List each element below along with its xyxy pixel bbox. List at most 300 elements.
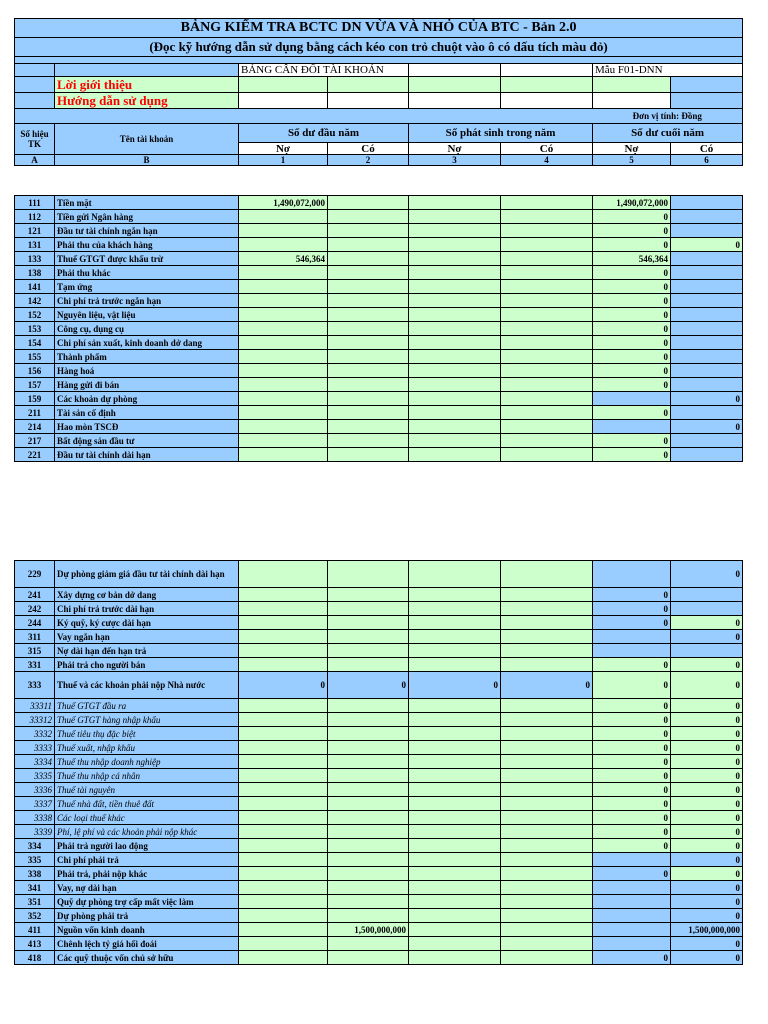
- value-cell-4[interactable]: [501, 713, 593, 727]
- value-cell-5: 0: [593, 224, 671, 238]
- value-cell-2[interactable]: [328, 741, 409, 755]
- account-code: 315: [15, 644, 55, 658]
- value-cell-3[interactable]: [409, 434, 501, 448]
- value-cell-6: 0: [671, 630, 743, 644]
- account-name: Thuế GTGT được khấu trừ: [55, 252, 239, 266]
- balance-table-part1: [14, 195, 743, 462]
- value-cell-6: 0: [671, 867, 743, 881]
- value-cell-1[interactable]: [239, 923, 328, 937]
- value-cell-4[interactable]: [501, 224, 593, 238]
- value-cell-5: 0: [593, 602, 671, 616]
- value-cell-4[interactable]: [501, 434, 593, 448]
- value-cell-3[interactable]: [409, 741, 501, 755]
- table-row: [15, 364, 743, 378]
- value-cell-3[interactable]: [409, 336, 501, 350]
- value-cell-1[interactable]: [239, 406, 328, 420]
- table-row: [15, 210, 743, 224]
- value-cell-1[interactable]: [239, 951, 328, 965]
- value-cell-2[interactable]: [328, 727, 409, 741]
- value-cell-3[interactable]: [409, 937, 501, 951]
- col-index-cell: 5: [593, 155, 671, 166]
- account-code: 33312: [15, 713, 55, 727]
- value-cell-1[interactable]: [239, 336, 328, 350]
- account-code: 138: [15, 266, 55, 280]
- account-code: 333: [15, 672, 55, 699]
- value-cell-3[interactable]: [409, 713, 501, 727]
- value-cell-3[interactable]: [409, 588, 501, 602]
- account-code: 133: [15, 252, 55, 266]
- value-cell-1[interactable]: [239, 769, 328, 783]
- value-cell-4[interactable]: [501, 294, 593, 308]
- value-cell-1[interactable]: [239, 797, 328, 811]
- table-row: [15, 280, 743, 294]
- value-cell-2[interactable]: [328, 602, 409, 616]
- value-cell-1[interactable]: [239, 420, 328, 434]
- value-cell-5: 0: [593, 406, 671, 420]
- account-name: Phải thu của khách hàng: [55, 238, 239, 252]
- account-code: 141: [15, 280, 55, 294]
- value-cell-4[interactable]: [501, 909, 593, 923]
- value-cell-4[interactable]: [501, 406, 593, 420]
- value-cell-4[interactable]: [501, 210, 593, 224]
- value-cell-1[interactable]: [239, 895, 328, 909]
- value-cell-6: 0: [671, 909, 743, 923]
- value-cell-6: 0: [671, 727, 743, 741]
- value-cell-2[interactable]: [328, 713, 409, 727]
- account-code: 3338: [15, 811, 55, 825]
- col-index-cell: A: [15, 155, 55, 166]
- table-row: [15, 951, 743, 965]
- value-cell-1[interactable]: [239, 658, 328, 672]
- value-cell-2[interactable]: [328, 839, 409, 853]
- account-name: Chi phí trả trước dài hạn: [55, 602, 239, 616]
- value-cell-5: 0: [593, 280, 671, 294]
- value-cell-2[interactable]: [328, 811, 409, 825]
- value-cell-2[interactable]: 0: [328, 672, 409, 699]
- value-cell-6: [671, 294, 743, 308]
- value-cell-6: [671, 602, 743, 616]
- value-cell-1[interactable]: [239, 811, 328, 825]
- account-code: 341: [15, 881, 55, 895]
- value-cell-3[interactable]: [409, 769, 501, 783]
- value-cell-4[interactable]: [501, 895, 593, 909]
- value-cell-2[interactable]: [328, 769, 409, 783]
- value-cell-4[interactable]: [501, 350, 593, 364]
- value-cell-6: 0: [671, 392, 743, 406]
- value-cell-5: 0: [593, 755, 671, 769]
- value-cell-6: [671, 280, 743, 294]
- value-cell-2[interactable]: [328, 616, 409, 630]
- value-cell-1[interactable]: [239, 644, 328, 658]
- value-cell-1[interactable]: 546,364: [239, 252, 328, 266]
- value-cell-5: 0: [593, 713, 671, 727]
- value-cell-3[interactable]: [409, 923, 501, 937]
- value-cell-3[interactable]: [409, 797, 501, 811]
- table-row: [15, 196, 743, 210]
- value-cell-2[interactable]: [328, 448, 409, 462]
- value-cell-2[interactable]: [328, 336, 409, 350]
- table-row: [15, 825, 743, 839]
- value-cell-3[interactable]: [409, 378, 501, 392]
- value-cell-4[interactable]: [501, 252, 593, 266]
- value-cell-5: 0: [593, 238, 671, 252]
- value-cell-5: 0: [593, 434, 671, 448]
- value-cell-6: 0: [671, 797, 743, 811]
- value-cell-4[interactable]: [501, 644, 593, 658]
- account-name: Xây dựng cơ bản dở dang: [55, 588, 239, 602]
- account-name: Tạm ứng: [55, 280, 239, 294]
- value-cell-3[interactable]: [409, 783, 501, 797]
- account-code: 3339: [15, 825, 55, 839]
- value-cell-4[interactable]: [501, 853, 593, 867]
- value-cell-2[interactable]: [328, 825, 409, 839]
- value-cell-2[interactable]: [328, 644, 409, 658]
- value-cell-2[interactable]: [328, 322, 409, 336]
- table-row: [15, 588, 743, 602]
- value-cell-3[interactable]: [409, 294, 501, 308]
- value-cell-6: 0: [671, 238, 743, 252]
- value-cell-4[interactable]: [501, 727, 593, 741]
- value-cell-3[interactable]: [409, 322, 501, 336]
- value-cell-3[interactable]: [409, 392, 501, 406]
- value-cell-3[interactable]: [409, 630, 501, 644]
- value-cell-4[interactable]: [501, 238, 593, 252]
- value-cell-1[interactable]: [239, 616, 328, 630]
- value-cell-4[interactable]: [501, 196, 593, 210]
- value-cell-4[interactable]: [501, 280, 593, 294]
- value-cell-2[interactable]: [328, 224, 409, 238]
- value-cell-4[interactable]: [501, 322, 593, 336]
- value-cell-1[interactable]: [239, 727, 328, 741]
- value-cell-5: [593, 909, 671, 923]
- value-cell-3[interactable]: [409, 727, 501, 741]
- table-row: [15, 783, 743, 797]
- value-cell-2[interactable]: [328, 196, 409, 210]
- value-cell-1[interactable]: 0: [239, 672, 328, 699]
- value-cell-1[interactable]: [239, 713, 328, 727]
- value-cell-4[interactable]: [501, 336, 593, 350]
- value-cell-1[interactable]: [239, 853, 328, 867]
- account-name: Phải trả, phải nộp khác: [55, 867, 239, 881]
- value-cell-1[interactable]: [239, 909, 328, 923]
- value-cell-3[interactable]: 0: [409, 672, 501, 699]
- value-cell-4[interactable]: [501, 561, 593, 588]
- account-code: 352: [15, 909, 55, 923]
- value-cell-4[interactable]: [501, 867, 593, 881]
- value-cell-1[interactable]: [239, 867, 328, 881]
- account-code: 241: [15, 588, 55, 602]
- value-cell-3[interactable]: [409, 196, 501, 210]
- value-cell-4[interactable]: [501, 392, 593, 406]
- account-name: Tiền gửi Ngân hàng: [55, 210, 239, 224]
- value-cell-2[interactable]: [328, 210, 409, 224]
- account-code: 311: [15, 630, 55, 644]
- value-cell-2[interactable]: [328, 350, 409, 364]
- value-cell-2[interactable]: [328, 238, 409, 252]
- value-cell-1[interactable]: [239, 755, 328, 769]
- table-row: [15, 644, 743, 658]
- value-cell-2[interactable]: [328, 406, 409, 420]
- guide-link[interactable]: Hướng dẫn sử dụng: [55, 93, 239, 109]
- value-cell-5: [593, 895, 671, 909]
- value-cell-1[interactable]: [239, 630, 328, 644]
- value-cell-3[interactable]: [409, 755, 501, 769]
- table-row: [15, 937, 743, 951]
- value-cell-6: 0: [671, 811, 743, 825]
- account-code: 418: [15, 951, 55, 965]
- table-row: [15, 909, 743, 923]
- value-cell-1[interactable]: [239, 392, 328, 406]
- value-cell-2[interactable]: [328, 252, 409, 266]
- value-cell-4[interactable]: 0: [501, 672, 593, 699]
- account-code: 244: [15, 616, 55, 630]
- value-cell-4[interactable]: [501, 266, 593, 280]
- value-cell-6: 0: [671, 699, 743, 713]
- value-cell-1[interactable]: [239, 937, 328, 951]
- value-cell-3[interactable]: [409, 238, 501, 252]
- value-cell-1[interactable]: [239, 308, 328, 322]
- account-code: 3335: [15, 769, 55, 783]
- table-row: [15, 378, 743, 392]
- value-cell-4[interactable]: [501, 602, 593, 616]
- value-cell-1[interactable]: [239, 881, 328, 895]
- value-cell-3[interactable]: [409, 280, 501, 294]
- value-cell-2[interactable]: [328, 588, 409, 602]
- value-cell-4[interactable]: [501, 588, 593, 602]
- value-cell-5: [593, 644, 671, 658]
- value-cell-1[interactable]: [239, 602, 328, 616]
- value-cell-2[interactable]: 1,500,000,000: [328, 923, 409, 937]
- value-cell-3[interactable]: [409, 406, 501, 420]
- value-cell-6: 0: [671, 616, 743, 630]
- value-cell-3[interactable]: [409, 909, 501, 923]
- value-cell-4[interactable]: [501, 825, 593, 839]
- value-cell-1[interactable]: [239, 783, 328, 797]
- value-cell-2[interactable]: [328, 630, 409, 644]
- value-cell-6: [671, 308, 743, 322]
- value-cell-2[interactable]: [328, 434, 409, 448]
- account-name: Phải trả người lao động: [55, 839, 239, 853]
- value-cell-1[interactable]: [239, 699, 328, 713]
- value-cell-1[interactable]: [239, 434, 328, 448]
- value-cell-5: 0: [593, 210, 671, 224]
- value-cell-5: 0: [593, 266, 671, 280]
- value-cell-3[interactable]: [409, 561, 501, 588]
- account-name: Chi phí sản xuất, kinh doanh dở dang: [55, 336, 239, 350]
- value-cell-4[interactable]: [501, 783, 593, 797]
- value-cell-6: [671, 196, 743, 210]
- value-cell-1[interactable]: [239, 350, 328, 364]
- value-cell-3[interactable]: [409, 350, 501, 364]
- value-cell-2[interactable]: [328, 308, 409, 322]
- value-cell-3[interactable]: [409, 881, 501, 895]
- value-cell-1[interactable]: [239, 238, 328, 252]
- account-code: 221: [15, 448, 55, 462]
- value-cell-3[interactable]: [409, 658, 501, 672]
- value-cell-4[interactable]: [501, 420, 593, 434]
- account-name: Thuế thu nhập cá nhân: [55, 769, 239, 783]
- table-row: [15, 839, 743, 853]
- value-cell-4[interactable]: [501, 658, 593, 672]
- value-cell-1[interactable]: [239, 825, 328, 839]
- value-cell-4[interactable]: [501, 755, 593, 769]
- value-cell-2[interactable]: [328, 658, 409, 672]
- value-cell-3[interactable]: [409, 602, 501, 616]
- value-cell-5: [593, 420, 671, 434]
- value-cell-2[interactable]: [328, 853, 409, 867]
- account-name: Hàng gửi đi bán: [55, 378, 239, 392]
- sheet-subtitle: (Đọc kỹ hướng dẫn sử dụng bằng cách kéo con trỏ chuột vào ô có dấu tích màu đỏ): [15, 38, 743, 57]
- value-cell-4[interactable]: [501, 308, 593, 322]
- account-name: Các khoản dự phòng: [55, 392, 239, 406]
- value-cell-4[interactable]: [501, 741, 593, 755]
- account-code: 242: [15, 602, 55, 616]
- account-code: 156: [15, 364, 55, 378]
- value-cell-1[interactable]: [239, 561, 328, 588]
- value-cell-2[interactable]: [328, 392, 409, 406]
- account-code: 33311: [15, 699, 55, 713]
- value-cell-5: 546,364: [593, 252, 671, 266]
- account-name: Hàng hoá: [55, 364, 239, 378]
- value-cell-2[interactable]: [328, 937, 409, 951]
- value-cell-1[interactable]: [239, 266, 328, 280]
- value-cell-4[interactable]: [501, 881, 593, 895]
- value-cell-6: 0: [671, 741, 743, 755]
- value-cell-5: 0: [593, 783, 671, 797]
- value-cell-5: 0: [593, 769, 671, 783]
- sheet-title: BẢNG KIỂM TRA BCTC DN VỪA VÀ NHỎ CỦA BTC - Bản 2.0: [15, 19, 743, 38]
- table-row: [15, 238, 743, 252]
- value-cell-2[interactable]: [328, 266, 409, 280]
- value-cell-3[interactable]: [409, 616, 501, 630]
- table-row: [15, 923, 743, 937]
- account-name: Thành phẩm: [55, 350, 239, 364]
- account-name: Vay, nợ dài hạn: [55, 881, 239, 895]
- value-cell-3[interactable]: [409, 644, 501, 658]
- account-code: 155: [15, 350, 55, 364]
- value-cell-1[interactable]: [239, 364, 328, 378]
- value-cell-1[interactable]: [239, 224, 328, 238]
- value-cell-4[interactable]: [501, 616, 593, 630]
- value-cell-3[interactable]: [409, 853, 501, 867]
- value-cell-1[interactable]: [239, 588, 328, 602]
- value-cell-6: 0: [671, 672, 743, 699]
- value-cell-1[interactable]: [239, 839, 328, 853]
- value-cell-5: 0: [593, 797, 671, 811]
- value-cell-3[interactable]: [409, 811, 501, 825]
- value-cell-4[interactable]: [501, 364, 593, 378]
- account-name: Đầu tư tài chính dài hạn: [55, 448, 239, 462]
- value-cell-4[interactable]: [501, 769, 593, 783]
- value-cell-4[interactable]: [501, 699, 593, 713]
- value-cell-4[interactable]: [501, 797, 593, 811]
- account-code: 154: [15, 336, 55, 350]
- value-cell-1[interactable]: [239, 322, 328, 336]
- value-cell-3[interactable]: [409, 951, 501, 965]
- value-cell-4[interactable]: [501, 630, 593, 644]
- value-cell-3[interactable]: [409, 308, 501, 322]
- value-cell-3[interactable]: [409, 364, 501, 378]
- value-cell-2[interactable]: [328, 699, 409, 713]
- value-cell-3[interactable]: [409, 252, 501, 266]
- intro-link[interactable]: Lời giới thiệu: [55, 77, 239, 93]
- value-cell-5: [593, 937, 671, 951]
- value-cell-4[interactable]: [501, 923, 593, 937]
- value-cell-3[interactable]: [409, 266, 501, 280]
- value-cell-2[interactable]: [328, 294, 409, 308]
- value-cell-1[interactable]: [239, 448, 328, 462]
- value-cell-6: 0: [671, 895, 743, 909]
- value-cell-2[interactable]: [328, 783, 409, 797]
- account-name: Quỹ dự phòng trợ cấp mất việc làm: [55, 895, 239, 909]
- account-name: Thuế GTGT hàng nhập khẩu: [55, 713, 239, 727]
- value-cell-2[interactable]: [328, 364, 409, 378]
- value-cell-3[interactable]: [409, 448, 501, 462]
- value-cell-6: [671, 378, 743, 392]
- value-cell-4[interactable]: [501, 951, 593, 965]
- table-row: [15, 672, 743, 699]
- value-cell-1[interactable]: 1,490,072,000: [239, 196, 328, 210]
- account-name: Thuế và các khoản phải nộp Nhà nước: [55, 672, 239, 699]
- value-cell-3[interactable]: [409, 867, 501, 881]
- value-cell-5: 0: [593, 811, 671, 825]
- value-cell-2[interactable]: [328, 378, 409, 392]
- value-cell-3[interactable]: [409, 895, 501, 909]
- col-credit: Có: [328, 143, 409, 155]
- value-cell-4[interactable]: [501, 378, 593, 392]
- value-cell-2[interactable]: [328, 895, 409, 909]
- value-cell-2[interactable]: [328, 881, 409, 895]
- value-cell-3[interactable]: [409, 224, 501, 238]
- value-cell-2[interactable]: [328, 755, 409, 769]
- value-cell-4[interactable]: [501, 448, 593, 462]
- account-name: Phải trả cho người bán: [55, 658, 239, 672]
- value-cell-4[interactable]: [501, 937, 593, 951]
- value-cell-2[interactable]: [328, 561, 409, 588]
- value-cell-6: 0: [671, 937, 743, 951]
- account-name: Bất động sản đầu tư: [55, 434, 239, 448]
- value-cell-5: 0: [593, 448, 671, 462]
- value-cell-1[interactable]: [239, 210, 328, 224]
- table-row: [15, 406, 743, 420]
- value-cell-4[interactable]: [501, 839, 593, 853]
- value-cell-6: 0: [671, 825, 743, 839]
- table-row: [15, 853, 743, 867]
- value-cell-5: 0: [593, 825, 671, 839]
- value-cell-2[interactable]: [328, 867, 409, 881]
- col-acct-no: Số hiệu TK: [15, 124, 55, 155]
- value-cell-2[interactable]: [328, 909, 409, 923]
- value-cell-3[interactable]: [409, 210, 501, 224]
- value-cell-4[interactable]: [501, 811, 593, 825]
- balance-table-part2: [14, 560, 743, 965]
- col-opening: Số dư đầu năm: [239, 124, 409, 143]
- value-cell-2[interactable]: [328, 797, 409, 811]
- value-cell-1[interactable]: [239, 280, 328, 294]
- value-cell-3[interactable]: [409, 420, 501, 434]
- account-code: 413: [15, 937, 55, 951]
- value-cell-3[interactable]: [409, 825, 501, 839]
- value-cell-1[interactable]: [239, 294, 328, 308]
- value-cell-1[interactable]: [239, 741, 328, 755]
- value-cell-2[interactable]: [328, 280, 409, 294]
- value-cell-3[interactable]: [409, 839, 501, 853]
- value-cell-2[interactable]: [328, 951, 409, 965]
- value-cell-1[interactable]: [239, 378, 328, 392]
- value-cell-2[interactable]: [328, 420, 409, 434]
- col-index-cell: 1: [239, 155, 328, 166]
- value-cell-3[interactable]: [409, 699, 501, 713]
